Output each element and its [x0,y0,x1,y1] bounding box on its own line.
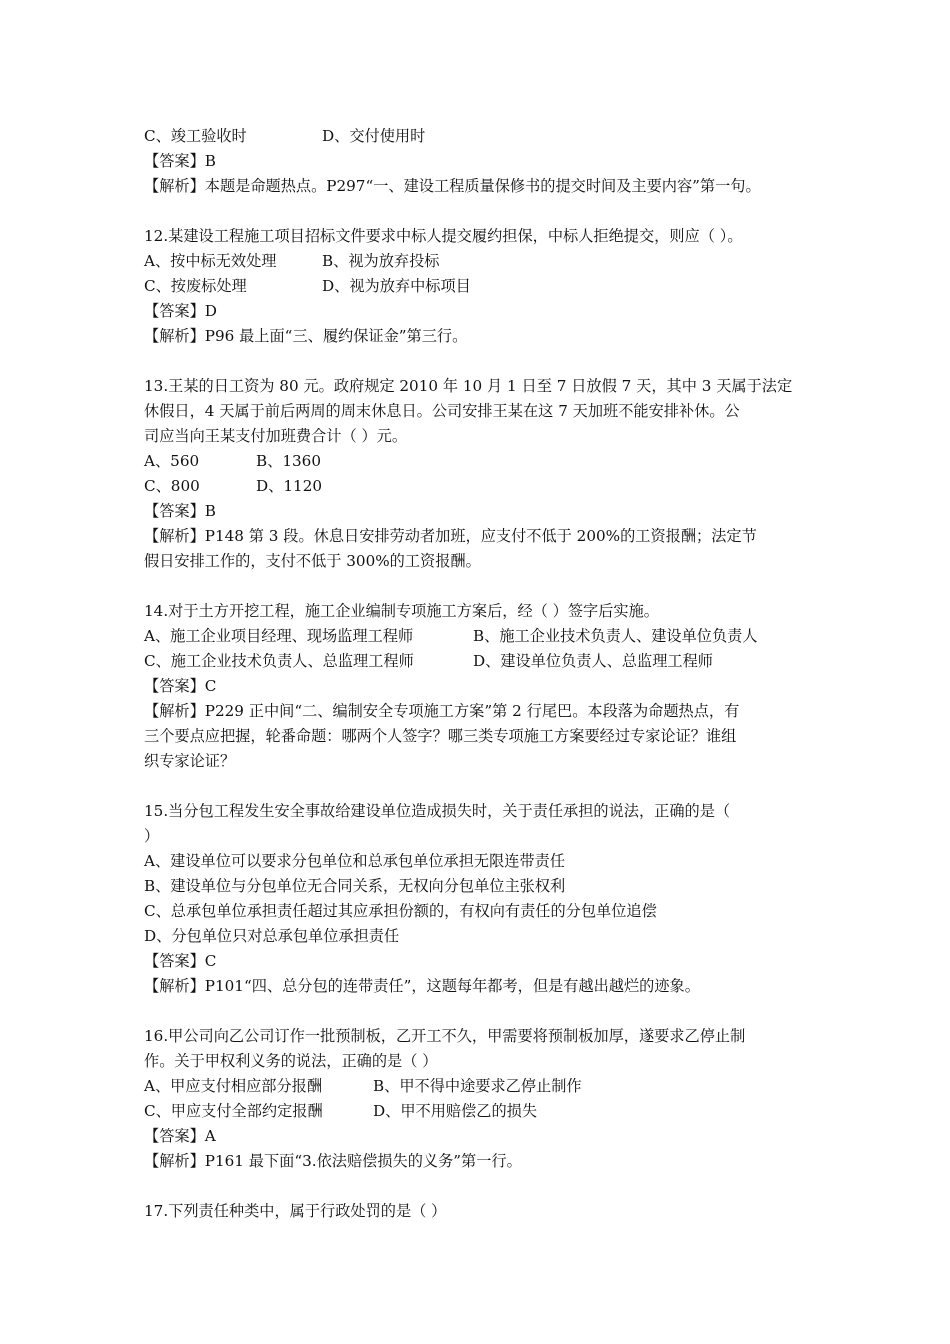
q14-options-cd [144,649,824,674]
q15-question-line-1: 15.当分包工程发生安全事故给建设单位造成损失时，关于责任承担的说法，正确的是（ [144,802,731,820]
q14-option-b: B、施工企业技术负责人、建设单位负责人 [473,627,758,645]
q13-question-line-3: 司应当向王某支付加班费合计（ ）元。 [144,427,408,445]
q14-question: 14.对于土方开挖工程，施工企业编制专项施工方案后，经（ ）签字后实施。 [144,602,659,620]
spacer [144,574,824,599]
q13-question-line-2: 休假日，4 天属于前后两周的周末休息日。公司安排王某在这 7 天加班不能安排补休。公 [144,402,740,420]
spacer [144,349,824,374]
spacer [144,999,824,1024]
q16-answer: 【答案】A [144,1127,216,1145]
q11-option-c: C、竣工验收时 [144,127,247,145]
spacer [144,1174,824,1199]
q16-option-c: C、甲应支付全部约定报酬 [144,1102,323,1120]
q12-options-cd [144,274,824,299]
q14-analysis-line-3: 织专家论证？ [144,752,236,770]
q14-option-d: D、建设单位负责人、总监理工程师 [473,652,713,670]
q13-options-cd [144,474,824,499]
q16-options-ab [144,1074,824,1099]
q15-option-c: C、总承包单位承担责任超过其应承担份额的，有权向有责任的分包单位追偿 [144,902,657,920]
q13-option-d: D、1120 [256,477,323,495]
q14-answer: 【答案】C [144,677,217,695]
q13-option-a: A、560 [144,452,200,470]
q14-option-c: C、施工企业技术负责人、总监理工程师 [144,652,414,670]
q12-options-ab [144,249,824,274]
q15-option-b: B、建设单位与分包单位无合同关系，无权向分包单位主张权利 [144,877,566,895]
q14-analysis-line-1: 【解析】P229 正中间“二、编制安全专项施工方案”第 2 行尾巴。本段落为命题热点，有 [144,702,740,720]
q16-analysis: 【解析】P161 最下面“3.依法赔偿损失的义务”第一行。 [144,1152,522,1170]
q12-option-c: C、按废标处理 [144,277,247,295]
q13-options-ab [144,449,824,474]
q11-analysis: 【解析】本题是命题热点。P297“一、建设工程质量保修书的提交时间及主要内容”第一句。 [144,177,761,195]
q12-question: 12.某建设工程施工项目招标文件要求中标人提交履约担保，中标人拒绝提交，则应（ ）。 [144,227,743,245]
q15-question-line-2: ） [144,827,160,845]
q13-analysis-line-1: 【解析】P148 第 3 段。休息日安排劳动者加班，应支付不低于 200%的工资报酬；法定节 [144,527,757,545]
q15-option-a: A、建设单位可以要求分包单位和总承包单位承担无限连带责任 [144,852,566,870]
q11-option-d: D、交付使用时 [322,127,426,145]
q12-option-b: B、视为放弃投标 [322,252,440,270]
q12-option-d: D、视为放弃中标项目 [322,277,471,295]
q16-option-d: D、甲不用赔偿乙的损失 [373,1102,538,1120]
q15-answer: 【答案】C [144,952,217,970]
q16-option-a: A、甲应支付相应部分报酬 [144,1077,323,1095]
q11-options-cd [144,124,824,149]
q15-option-d: D、分包单位只对总承包单位承担责任 [144,927,400,945]
q12-option-a: A、按中标无效处理 [144,252,277,270]
q14-option-a: A、施工企业项目经理、现场监理工程师 [144,627,414,645]
q13-analysis-line-2: 假日安排工作的，支付不低于 300%的工资报酬。 [144,552,481,570]
q12-analysis: 【解析】P96 最上面“三、履约保证金”第三行。 [144,327,468,345]
q16-option-b: B、甲不得中途要求乙停止制作 [373,1077,582,1095]
q17-question: 17.下列责任种类中，属于行政处罚的是（ ） [144,1202,447,1220]
q15-analysis: 【解析】P101“四、总分包的连带责任”，这题每年都考，但是有越出越烂的迹象。 [144,977,700,995]
q13-option-b: B、1360 [256,452,321,470]
q12-answer: 【答案】D [144,302,217,320]
spacer [144,774,824,799]
q14-options-ab [144,624,824,649]
q16-question-line-1: 16.甲公司向乙公司订作一批预制板，乙开工不久，甲需要将预制板加厚，遂要求乙停止制 [144,1027,746,1045]
q13-answer: 【答案】B [144,502,216,520]
q16-question-line-2: 作。关于甲权利义务的说法，正确的是（ ） [144,1052,438,1070]
document-body [144,124,824,1224]
q13-question-line-1: 13.王某的日工资为 80 元。政府规定 2010 年 10 月 1 日至 7 日放假 7 天，其中 3 天属于法定 [144,377,793,395]
spacer [144,199,824,224]
q16-options-cd [144,1099,824,1124]
q14-analysis-line-2: 三个要点应把握，轮番命题：哪两个人签字？哪三类专项施工方案要经过专家论证？谁组 [144,727,737,745]
q13-option-c: C、800 [144,477,200,495]
q11-answer: 【答案】B [144,152,216,170]
